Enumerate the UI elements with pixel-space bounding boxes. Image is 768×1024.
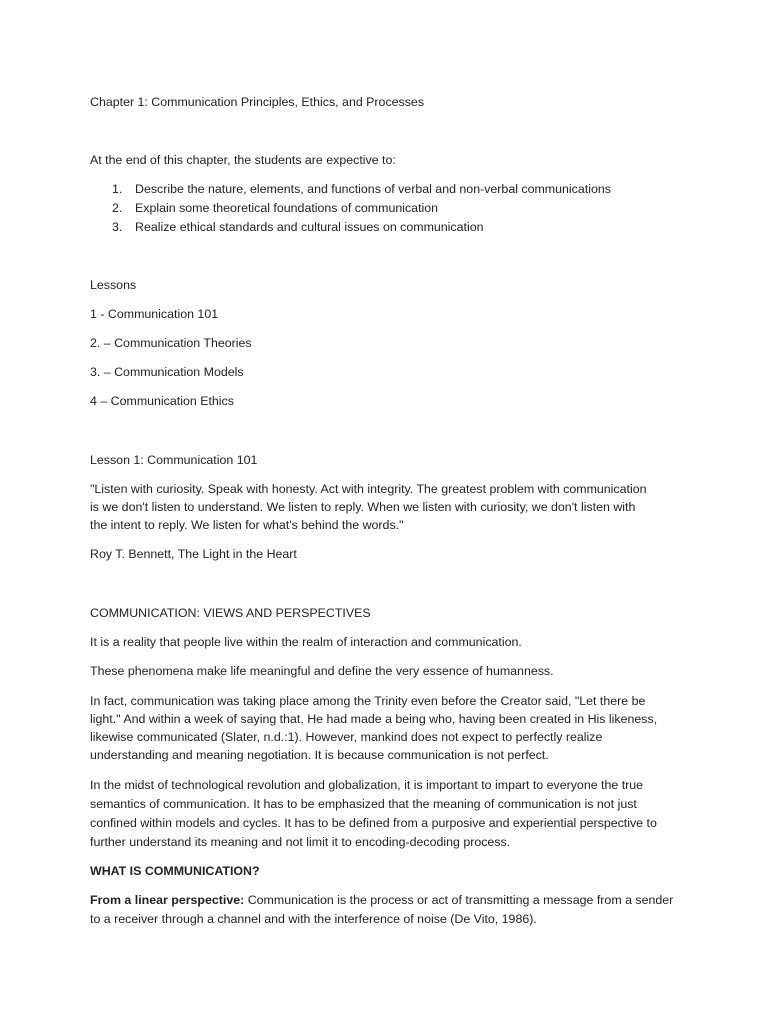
objective-item [112,218,484,236]
lesson-item: 2. – Communication Theories [90,336,252,350]
lesson-item: 1 - Communication 101 [90,307,219,321]
views-heading: COMMUNICATION: VIEWS AND PERSPECTIVES [90,606,371,620]
lessons-heading: Lessons [90,278,137,292]
paragraph-3-line: understanding and meaning negotiation. It is because communication is not perfect. [90,748,549,762]
quote-line: is we don't listen to understand. We listen to reply. When we listen with curiosity, we don't listen with [90,500,636,514]
objective-text: Describe the nature, elements, and functions of verbal and non-verbal communications [135,182,611,196]
linear-perspective-text: Communication is the process or act of transmitting a message from a sender [244,893,674,907]
objectives-intro: At the end of this chapter, the students are expective to: [90,153,396,167]
lesson-item: 4 – Communication Ethics [90,394,234,408]
paragraph-3-line: likewise communicated (Slater, n.d.:1). However, mankind does not expect to perfectly realize [90,730,603,744]
linear-perspective-line [90,891,673,909]
paragraph-4-line: further understand its meaning and not limit it to encoding-decoding process. [90,835,511,849]
lesson-item: 3. – Communication Models [90,365,244,379]
quote-author: Roy T. Bennett, The Light in the Heart [90,547,297,561]
paragraph-1: It is a reality that people live within the realm of interaction and communication. [90,635,522,649]
linear-perspective-label: From a linear perspective: [90,893,245,907]
paragraph-4-line: confined within models and cycles. It has to be defined from a purposive and experiential perspective to [90,816,657,830]
quote-line: "Listen with curiosity. Speak with honesty. Act with integrity. The greatest problem with communication [90,482,647,496]
paragraph-2: These phenomena make life meaningful and define the very essence of humanness. [90,664,554,678]
paragraph-4-line: In the midst of technological revolution and globalization, it is important to impart to everyone the true [90,778,644,792]
objective-item [112,180,611,198]
linear-perspective-line-2: to a receiver through a channel and with the interference of noise (De Vito, 1986). [90,912,537,926]
chapter-title: Chapter 1: Communication Principles, Ethics, and Processes [90,95,425,109]
objective-item [112,199,438,217]
objective-number: 1. [112,182,123,196]
paragraph-4-line: semantics of communication. It has to be emphasized that the meaning of communication is not just [90,797,637,811]
objective-text: Realize ethical standards and cultural issues on communication [135,220,484,234]
quote-line: the intent to reply. We listen for what's behind the words." [90,518,404,532]
objective-number: 3. [112,220,123,234]
what-is-communication-heading: WHAT IS COMMUNICATION? [90,864,260,878]
lesson1-heading: Lesson 1: Communication 101 [90,453,258,467]
paragraph-3-line: In fact, communication was taking place among the Trinity even before the Creator said, "Let there be [90,694,646,708]
objective-text: Explain some theoretical foundations of communication [135,201,439,215]
objective-number: 2. [112,201,123,215]
paragraph-3-line: light." And within a week of saying that, He had made a being who, having been created in His likeness, [90,712,658,726]
